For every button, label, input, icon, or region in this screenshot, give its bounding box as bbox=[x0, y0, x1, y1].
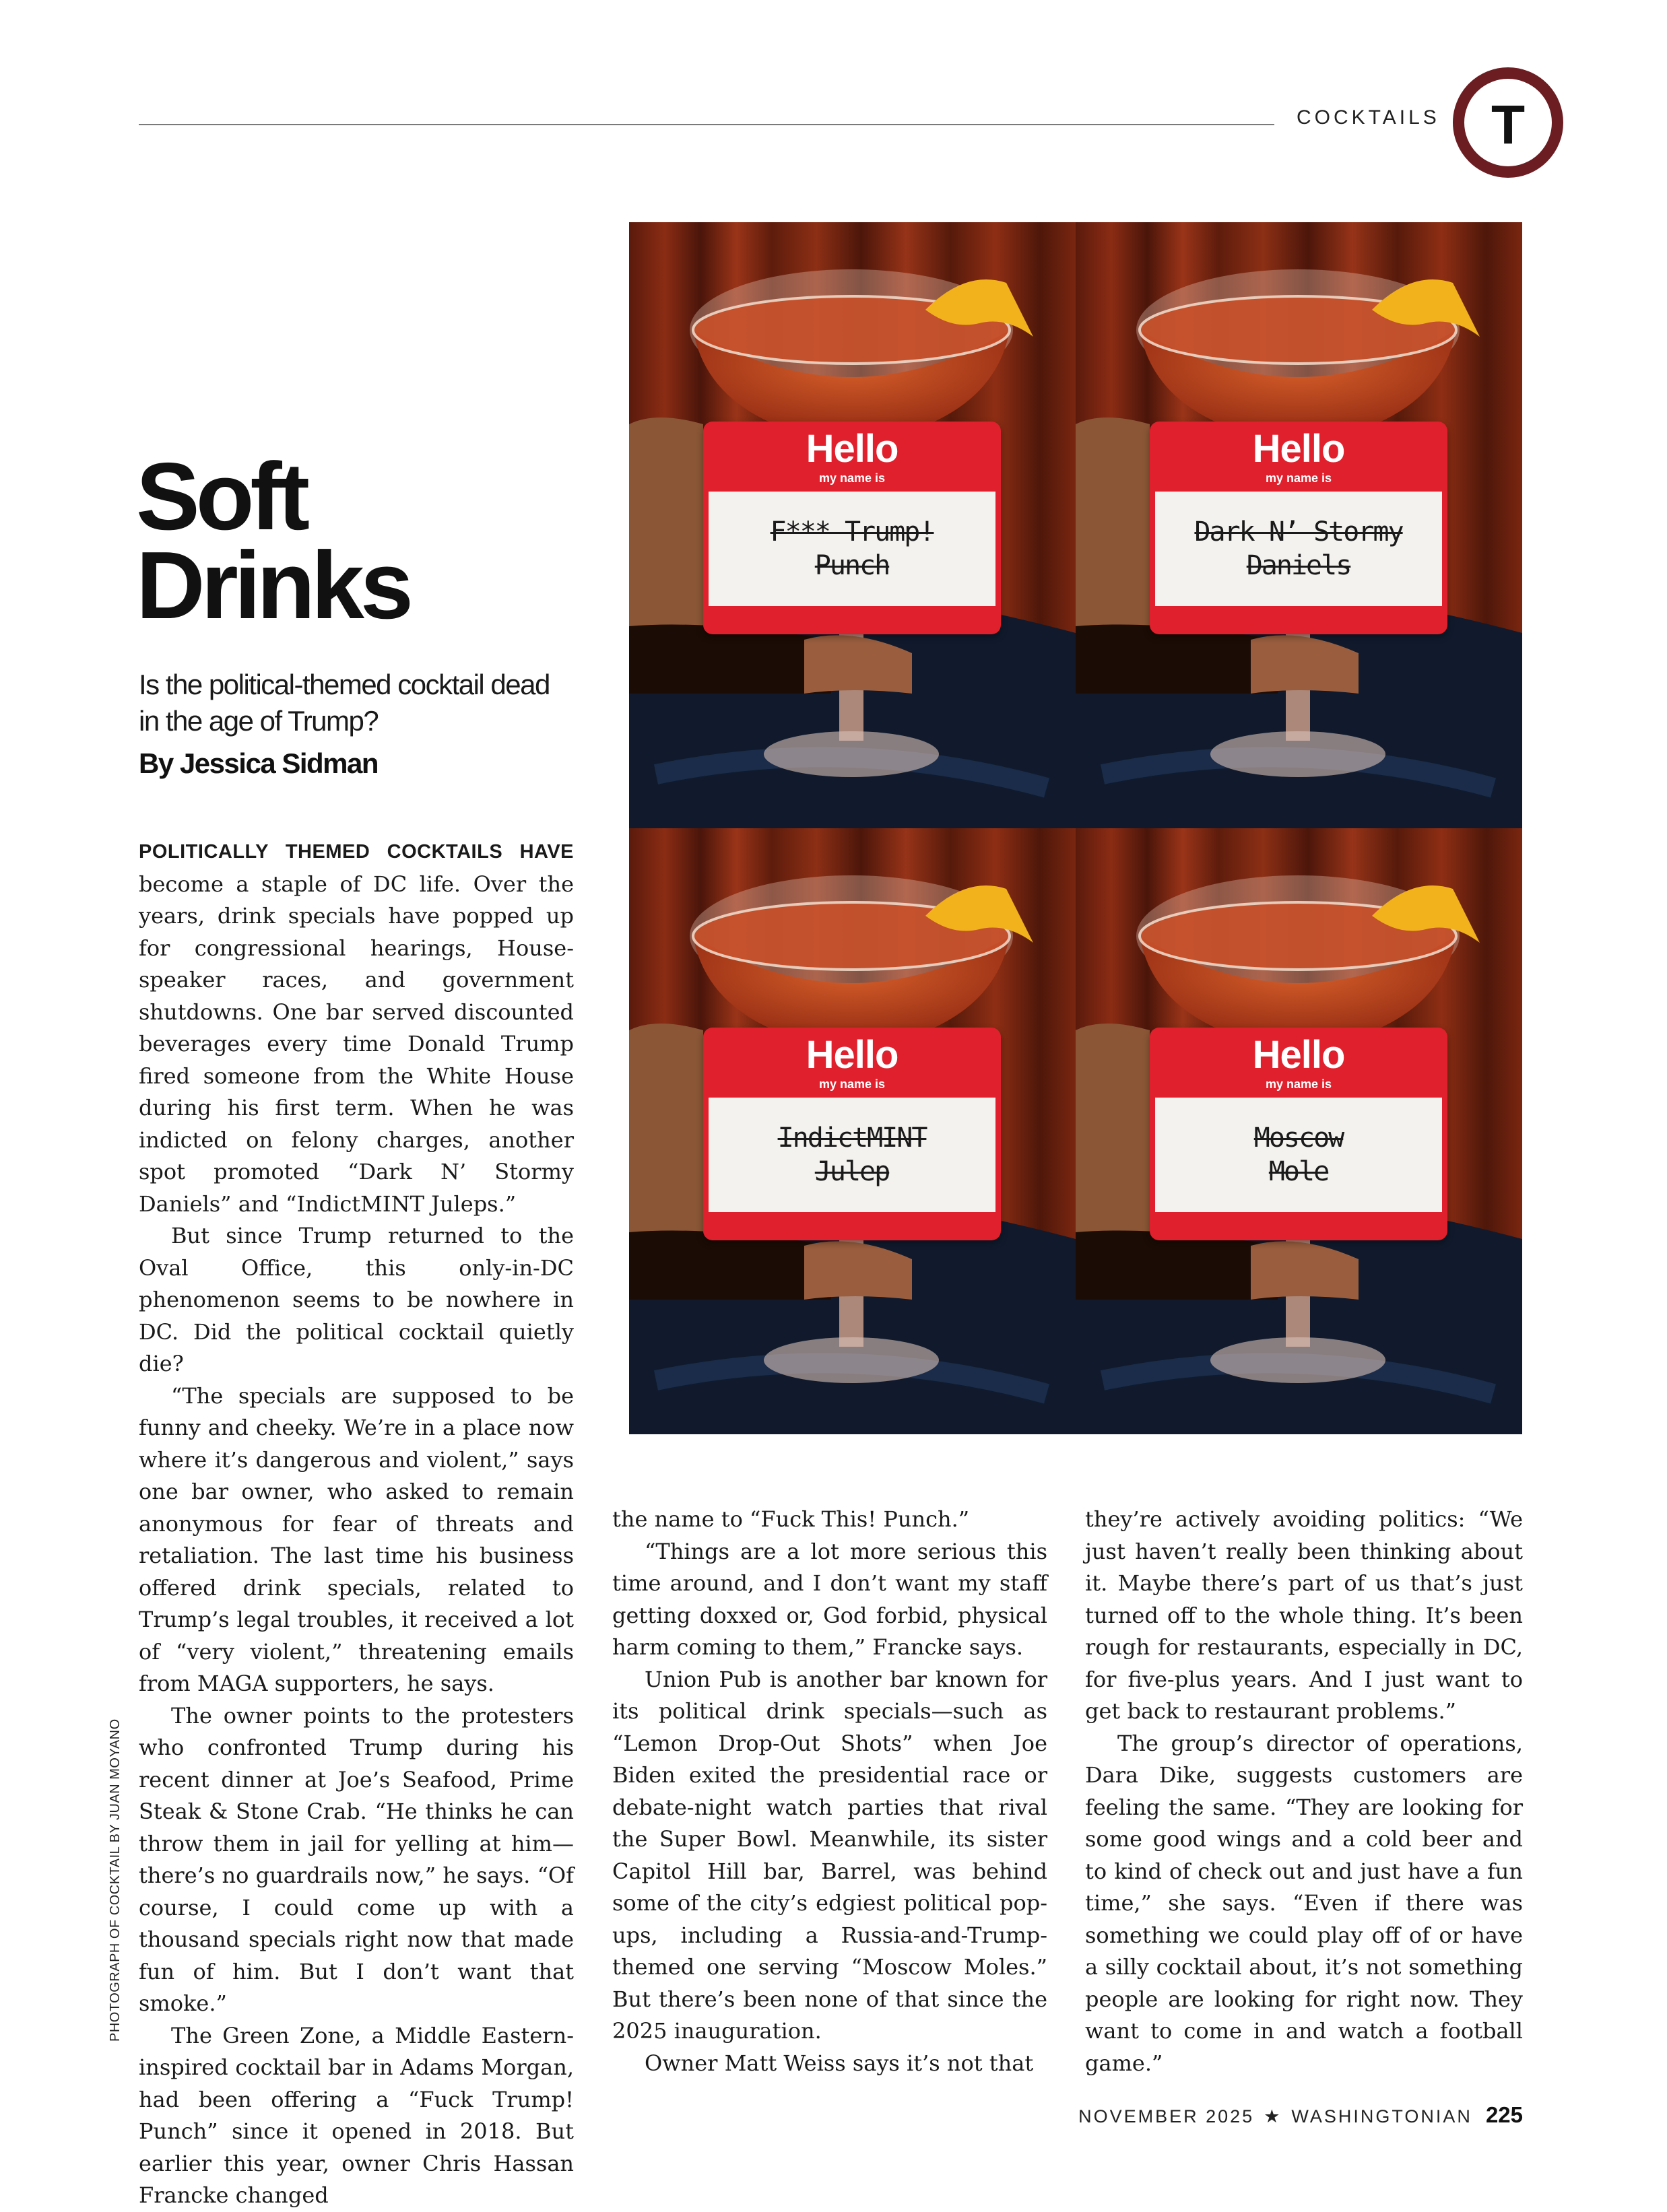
name-tag-subtitle: my name is bbox=[818, 471, 886, 485]
footer-magazine: WASHINGTONIAN bbox=[1291, 2106, 1472, 2126]
name-tag-field bbox=[1155, 492, 1442, 606]
photo-panel-3 bbox=[629, 828, 1076, 1434]
cocktail-photo-grid bbox=[629, 222, 1522, 1434]
name-tag bbox=[703, 1028, 1001, 1240]
name-tag-line-2: Daniels bbox=[1246, 550, 1351, 581]
name-tag-field bbox=[709, 1098, 995, 1212]
paragraph: “Things are a lot more serious this time around, and I don’t want my staff getting doxxed or, God forbid, physical harm coming to them,” Francke says. bbox=[612, 1538, 1047, 1660]
paragraph: “The specials are supposed to be funny and cheeky. We’re in a place now where it’s dangerous and violent,” says one bar owner, who asked to remain anonymous for fear of threats and retaliation. The last time his business offered drink specials, related to Trump’s legal troubles, it received a lot of “very violent,” threatening emails from MAGA supporters, he says. bbox=[139, 1382, 574, 1696]
headline-line-1: Soft bbox=[136, 443, 306, 550]
headline-line-2: Drinks bbox=[136, 532, 410, 639]
paragraph-text: become a staple of DC life. Over the years, drink specials have popped up for congressional hearings, House-speaker races, and government shutdowns. One bar served discounted beverages every time Donald Trump fired someone from the White House during his first term. When he was indicted on felony charges, another spot promoted “Dark N’ Stormy Daniels” and “IndictMINT Juleps.” bbox=[139, 871, 574, 1217]
section-logo-letter: T bbox=[1491, 94, 1526, 156]
name-tag-line-1: Moscow bbox=[1253, 1122, 1344, 1153]
name-tag bbox=[703, 422, 1001, 634]
paragraph: But since Trump returned to the Oval Office, this only-in-DC phenomenon seems to be nowhere in DC. Did the political cocktail quietly die? bbox=[139, 1223, 574, 1376]
lead-in: POLITICALLY THEMED COCKTAILS HAVE bbox=[139, 841, 574, 863]
body-column-2 bbox=[612, 1504, 1047, 2079]
name-tag-hello: Hello bbox=[806, 427, 898, 471]
name-tag-subtitle: my name is bbox=[1265, 1077, 1332, 1091]
name-tag-line-2: Mole bbox=[1268, 1156, 1329, 1187]
paragraph: Owner Matt Weiss says it’s not that bbox=[645, 2050, 1034, 2076]
photo-panel-2 bbox=[1076, 222, 1522, 828]
paragraph: The Green Zone, a Middle Eastern-inspired cocktail bar in Adams Morgan, had been offering a “Fuck Trump! Punch” since it opened in 2018. But earlier this year, owner Chris Hassan Francke changed bbox=[139, 2022, 574, 2208]
name-tag bbox=[1150, 1028, 1447, 1240]
page-number: 225 bbox=[1485, 2102, 1523, 2127]
article-headline bbox=[136, 443, 513, 639]
paragraph: they’re actively avoiding politics: “We just haven’t really been thinking about it. Maybe there’s part of us that’s just turned off to the whole thing. It’s been rough for restaurants, especially in DC, for five-plus years. And I just want to get back to restaurant problems.” bbox=[1085, 1506, 1523, 1724]
section-logo bbox=[1453, 67, 1563, 178]
name-tag-hello: Hello bbox=[806, 1033, 898, 1077]
page-footer bbox=[1078, 2102, 1523, 2128]
paragraph: Union Pub is another bar known for its political drink specials—such as “Lemon Drop-Out Shots” when Joe Biden exited the presidential race or debate-night watch parties that rival the Super Bowl. Meanwhile, its sister Capitol Hill bar, Barrel, was behind some of the city’s edgiest political pop-ups, including a Russia-and-Trump-themed one serving “Moscow Moles.” But there’s been none of that since the 2025 inauguration. bbox=[612, 1666, 1047, 2044]
photo-credit: PHOTOGRAPH OF COCKTAIL BY JUAN MOYANO bbox=[108, 1718, 123, 2042]
name-tag-line-1: IndictMINT bbox=[777, 1122, 927, 1153]
name-tag bbox=[1150, 422, 1447, 634]
name-tag-line-1: F*** Trump! bbox=[770, 516, 934, 547]
photo-panel-4 bbox=[1076, 828, 1522, 1434]
name-tag-field bbox=[1155, 1098, 1442, 1212]
body-column-3 bbox=[1085, 1504, 1523, 2079]
star-icon: ★ bbox=[1264, 2106, 1282, 2126]
paragraph: the name to “Fuck This! Punch.” bbox=[612, 1506, 970, 1532]
paragraph bbox=[139, 835, 574, 1220]
article-dek: Is the political-themed cocktail dead in the age of Trump? bbox=[139, 669, 550, 737]
name-tag-hello: Hello bbox=[1252, 1033, 1345, 1077]
name-tag-line-2: Punch bbox=[814, 550, 890, 581]
name-tag-hello: Hello bbox=[1252, 427, 1345, 471]
name-tag-field bbox=[709, 492, 995, 606]
name-tag-subtitle: my name is bbox=[818, 1077, 886, 1091]
section-label: COCKTAILS bbox=[1297, 106, 1440, 129]
header-rule bbox=[139, 124, 1274, 125]
article-byline: By Jessica Sidman bbox=[139, 747, 379, 779]
name-tag-line-2: Julep bbox=[814, 1156, 890, 1187]
paragraph: The owner points to the protesters who confronted Trump during his recent dinner at Joe’s Seafood, Prime Steak & Stone Crab. “He thinks he can throw them in jail for yelling at him—there’s no guardrails now,” he says. “Of course, I could come up with a thousand specials right now that made fun of him. But I don’t want that smoke.” bbox=[139, 1702, 574, 2016]
name-tag-line-1: Dark N’ Stormy bbox=[1194, 516, 1403, 547]
photo-panel-1 bbox=[629, 222, 1076, 828]
name-tag-subtitle: my name is bbox=[1265, 471, 1332, 485]
footer-issue: NOVEMBER 2025 bbox=[1078, 2106, 1255, 2126]
body-column-1 bbox=[139, 835, 574, 2212]
paragraph: The group’s director of operations, Dara Dike, suggests customers are feeling the same. “They are looking for some good wings and a cold beer and to kind of check out and just have a fun time,” she says. “Even if there was something we could play off of or have a silly cocktail about, it’s not something people are looking for right now. They want to come in and watch a football game.” bbox=[1085, 1730, 1523, 2076]
